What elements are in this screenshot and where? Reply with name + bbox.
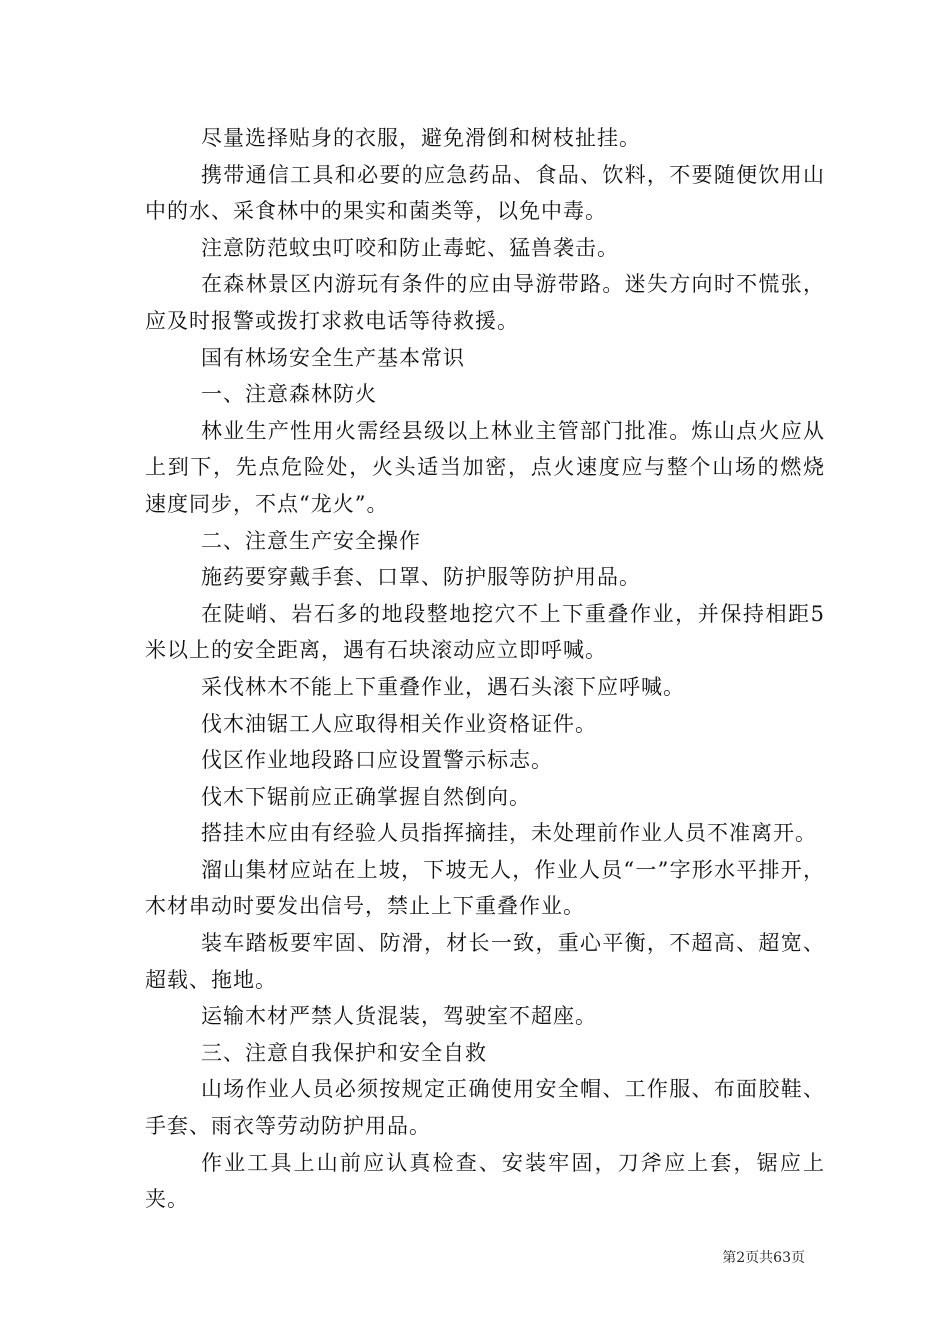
paragraph: 注意防范蚊虫叮咬和防止毒蛇、猛兽袭击。 (201, 235, 619, 260)
section-heading: 三、注意自我保护和安全自救 (201, 1040, 487, 1065)
paragraph: 装车踏板要牢固、防滑，材长一致，重心平衡，不超高、超宽、超载、拖地。 (145, 931, 825, 992)
paragraph: 采伐林木不能上下重叠作业，遇石头滚下应呼喊。 (201, 674, 685, 699)
paragraph: 在陡峭、岩石多的地段整地挖穴不上下重叠作业，并保持相距5米以上的安全距离，遇有石块滚动应立即呼喊。 (145, 601, 825, 663)
paragraph: 携带通信工具和必要的应急药品、食品、饮料，不要随便饮用山中的水、采食林中的果实和菌类等，以免中毒。 (145, 162, 825, 224)
paragraph: 伐木下锯前应正确掌握自然倒向。 (201, 784, 531, 809)
paragraph: 林业生产性用火需经县级以上林业主管部门批准。炼山点火应从上到下，先点危险处，火头适当加密，点火速度应与整个山场的燃烧速度同步，不点“龙火”。 (145, 418, 825, 516)
paragraph: 搭挂木应由有经验人员指挥摘挂，未处理前作业人员不准离开。 (201, 821, 817, 846)
paragraph: 作业工具上山前应认真检查、安装牢固，刀斧应上套，锯应上夹。 (145, 1150, 825, 1212)
page-number: 第2页共63页 (722, 1250, 805, 1266)
paragraph: 在森林景区内游玩有条件的应由导游带路。迷失方向时不慌张，应及时报警或拨打求救电话等待救援。 (145, 272, 825, 333)
paragraph: 尽量选择贴身的衣服，避免滑倒和树枝扯挂。 (201, 126, 641, 150)
section-heading: 二、注意生产安全操作 (201, 528, 421, 553)
paragraph: 山场作业人员必须按规定正确使用安全帽、工作服、布面胶鞋、手套、雨衣等劳动防护用品。 (145, 1077, 825, 1139)
paragraph: 溜山集材应站在上坡，下坡无人，作业人员“一”字形水平排开，木材串动时要发出信号，禁止上下重叠作业。 (145, 857, 825, 919)
paragraph: 伐区作业地段路口应设置警示标志。 (201, 748, 553, 773)
section-title: 国有林场安全生产基本常识 (201, 345, 465, 370)
paragraph: 伐木油锯工人应取得相关作业资格证件。 (201, 711, 597, 736)
paragraph: 施药要穿戴手套、口罩、防护服等防护用品。 (201, 565, 641, 590)
paragraph: 运输木材严禁人货混装，驾驶室不超座。 (201, 1004, 597, 1029)
section-heading: 一、注意森林防火 (201, 382, 377, 407)
document-body (145, 120, 825, 1218)
